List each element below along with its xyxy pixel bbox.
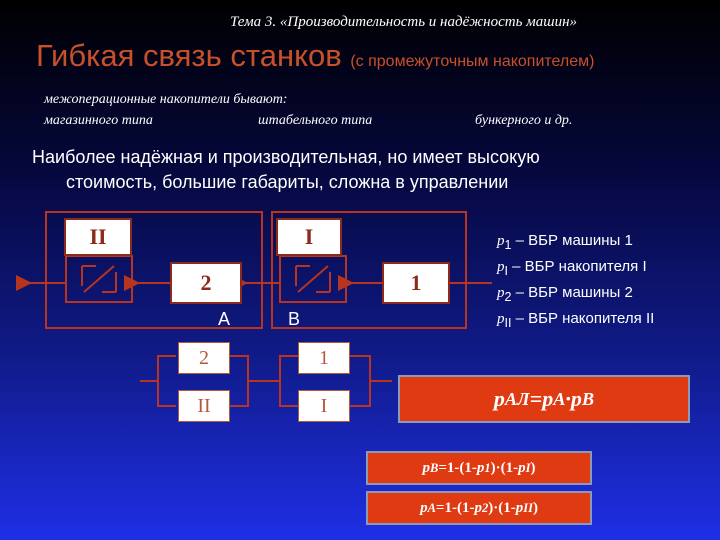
point-a-label: А	[218, 309, 231, 329]
scheme-box-machine-2: 2	[178, 342, 230, 374]
scheme-box-storage-II: II	[178, 390, 230, 422]
title-sub: (с промежуточным накопителем)	[350, 53, 595, 70]
topic-header: Тема 3. «Производительность и надёжность машин»	[230, 14, 578, 30]
storage-label-right: I	[276, 218, 342, 256]
accumulator-type-magazine: магазинного типа	[44, 113, 153, 128]
summary-line-1: Наиболее надёжная и производительная, но имеет высокую	[32, 147, 540, 167]
point-b-label: В	[288, 309, 301, 329]
legend-item-p1: $p_1$ – ВБР машины 1	[497, 232, 633, 252]
title-main: Гибкая связь станков	[36, 38, 342, 73]
summary-line-2: стоимость, большие габариты, сложна в управлении	[66, 172, 509, 192]
accumulators-heading: межоперационные накопители бывают:	[44, 92, 288, 107]
scheme-box-machine-1: 1	[298, 342, 350, 374]
formula-pa: p А =1-(1- p 2 )·(1- p II )	[366, 491, 592, 525]
formula-pb: p В =1-(1- p 1 )·(1- p I )	[366, 451, 592, 485]
formula-line-reliability: p АЛ = p А · p В	[398, 375, 690, 423]
scheme-box-storage-I: I	[298, 390, 350, 422]
storage-label-left: II	[64, 218, 132, 256]
accumulator-type-bunker: бункерного и др.	[475, 113, 573, 128]
machine-box-left: 2	[170, 262, 242, 304]
machine-box-right: 1	[382, 262, 450, 304]
accumulator-type-stack: штабельного типа	[258, 113, 373, 128]
legend-item-pI: $p_I$ – ВБР накопителя I	[497, 258, 647, 278]
legend-item-p2: $p_2$ – ВБР машины 2	[497, 284, 633, 304]
legend-item-pII: $p_{II}$ – ВБР накопителя II	[497, 310, 655, 330]
